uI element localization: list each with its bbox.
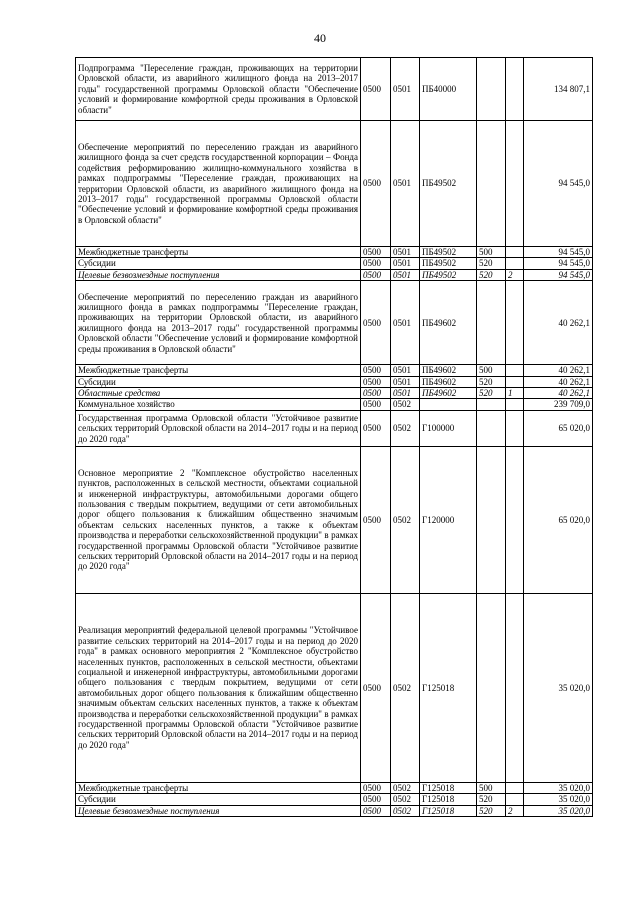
row-target-article-code: Г125018: [420, 805, 477, 816]
row-subsection-code: 0501: [391, 376, 420, 387]
table-row: [76, 410, 593, 446]
row-description: Подпрограмма "Переселение граждан, проживающих на территории Орловской области, из аварийного жилищного фонда на 2013–2017 годы" государственной программы Орловской области "Обеспечение условий и формирование комфортной среды проживания в Орловской области": [76, 58, 361, 121]
row-section-code: 0500: [361, 593, 391, 782]
row-expense-type-code: [477, 593, 506, 782]
row-funding-source-code: [506, 121, 524, 247]
row-description: Межбюджетные трансферты: [76, 247, 361, 258]
row-target-article-code: Г125018: [420, 782, 477, 793]
row-funding-source-code: [506, 446, 524, 593]
table-row: [76, 281, 593, 365]
row-amount: 134 807,1: [524, 58, 593, 121]
row-expense-type-code: 500: [477, 782, 506, 793]
row-target-article-code: ПБ49602: [420, 376, 477, 387]
row-expense-type-code: [477, 410, 506, 446]
row-section-code: 0500: [361, 58, 391, 121]
row-expense-type-code: [477, 446, 506, 593]
row-funding-source-code: [506, 593, 524, 782]
row-subsection-code: 0502: [391, 593, 420, 782]
row-expense-type-code: 520: [477, 805, 506, 816]
row-description: Межбюджетные трансферты: [76, 365, 361, 376]
row-section-code: 0500: [361, 365, 391, 376]
row-target-article-code: Г100000: [420, 410, 477, 446]
row-expense-type-code: 520: [477, 388, 506, 399]
row-subsection-code: 0501: [391, 365, 420, 376]
row-target-article-code: ПБ49502: [420, 247, 477, 258]
row-subsection-code: 0501: [391, 247, 420, 258]
row-expense-type-code: 520: [477, 376, 506, 387]
row-section-code: 0500: [361, 281, 391, 365]
row-description: Обеспечение мероприятий по переселению граждан из аварийного жилищного фонда за счет средств государственной корпорации – Фонда содействия реформированию жилищно-коммунального хозяйства в рамках подпрограммы "Переселение граждан, проживающих на территории Орловской области, из аварийного жилищного фонда на 2013–2017 годы" государственной программы Орловской области "Обеспечение условий и формирование комфортной среды проживания в Орловской области": [76, 121, 361, 247]
row-funding-source-code: [506, 281, 524, 365]
row-funding-source-code: [506, 247, 524, 258]
row-section-code: 0500: [361, 410, 391, 446]
row-target-article-code: ПБ49602: [420, 281, 477, 365]
row-funding-source-code: [506, 258, 524, 269]
row-section-code: 0500: [361, 399, 391, 410]
row-amount: 40 262,1: [524, 388, 593, 399]
row-section-code: 0500: [361, 269, 391, 280]
row-amount: 35 020,0: [524, 805, 593, 816]
row-amount: 239 709,0: [524, 399, 593, 410]
row-description: Реализация мероприятий федеральной целевой программы "Устойчивое развитие сельских территорий на 2014–2017 годы и на период до 2020 года" в рамках основного мероприятия 2 "Комплексное обустройство населенных пунктов, расположенных в сельской местности, объектами социальной и инженерной инфраструктуры, автомобильными дорогами общего пользования с твердым покрытием, ведущими от сети автомобильных дорог общего пользования к ближайшим общественно значимым объектам сельских населенных пунктов, а также к объектам производства и переработки сельскохозяйственной продукции" в рамках государственной программы Орловской области "Устойчивое развитие сельских территорий Орловской области на 2014–2017 годы и на период до 2020 года": [76, 593, 361, 782]
row-description: Межбюджетные трансферты: [76, 782, 361, 793]
row-expense-type-code: [477, 399, 506, 410]
row-description: Целевые безвозмездные поступления: [76, 805, 361, 816]
row-target-article-code: Г120000: [420, 446, 477, 593]
row-expense-type-code: 500: [477, 247, 506, 258]
row-amount: 35 020,0: [524, 593, 593, 782]
row-amount: 35 020,0: [524, 782, 593, 793]
row-expense-type-code: 500: [477, 365, 506, 376]
row-amount: 40 262,1: [524, 365, 593, 376]
row-amount: 94 545,0: [524, 121, 593, 247]
table-row: [76, 805, 593, 816]
row-section-code: 0500: [361, 247, 391, 258]
table-row: [76, 121, 593, 247]
row-expense-type-code: 520: [477, 794, 506, 805]
table-row: [76, 365, 593, 376]
row-amount: 94 545,0: [524, 269, 593, 280]
row-amount: 40 262,1: [524, 376, 593, 387]
row-target-article-code: ПБ49602: [420, 365, 477, 376]
row-description: Государственная программа Орловской области "Устойчивое развитие сельских территорий Орловской области на 2014–2017 годы и на период до 2020 года": [76, 410, 361, 446]
row-target-article-code: ПБ40000: [420, 58, 477, 121]
row-subsection-code: 0501: [391, 269, 420, 280]
row-section-code: 0500: [361, 805, 391, 816]
row-target-article-code: Г125018: [420, 593, 477, 782]
row-amount: 35 020,0: [524, 794, 593, 805]
row-expense-type-code: [477, 58, 506, 121]
row-target-article-code: ПБ49502: [420, 121, 477, 247]
table-row: [76, 58, 593, 121]
row-subsection-code: 0502: [391, 805, 420, 816]
row-expense-type-code: [477, 121, 506, 247]
row-subsection-code: 0501: [391, 281, 420, 365]
row-funding-source-code: [506, 399, 524, 410]
row-funding-source-code: [506, 58, 524, 121]
table-row: [76, 376, 593, 387]
row-funding-source-code: 2: [506, 269, 524, 280]
row-description: Обеспечение мероприятий по переселению граждан из аварийного жилищного фонда в рамках подпрограммы "Переселение граждан, проживающих на территории Орловской области, из аварийного жилищного фонда на 2013–2017 годы" государственной программы Орловской области "Обеспечение условий и формирование комфортной среды проживания в Орловской области": [76, 281, 361, 365]
row-funding-source-code: [506, 376, 524, 387]
row-target-article-code: ПБ49502: [420, 258, 477, 269]
row-target-article-code: ПБ49502: [420, 269, 477, 280]
row-description: Областные средства: [76, 388, 361, 399]
row-funding-source-code: [506, 782, 524, 793]
table-row: [76, 399, 593, 410]
row-amount: 65 020,0: [524, 410, 593, 446]
row-subsection-code: 0502: [391, 410, 420, 446]
row-description: Субсидии: [76, 258, 361, 269]
row-section-code: 0500: [361, 794, 391, 805]
row-subsection-code: 0501: [391, 58, 420, 121]
row-subsection-code: 0501: [391, 121, 420, 247]
row-expense-type-code: 520: [477, 269, 506, 280]
row-funding-source-code: [506, 410, 524, 446]
row-target-article-code: ПБ49602: [420, 388, 477, 399]
row-description: Субсидии: [76, 376, 361, 387]
row-subsection-code: 0501: [391, 388, 420, 399]
table-row: [76, 593, 593, 782]
table-row: [76, 446, 593, 593]
row-subsection-code: 0502: [391, 782, 420, 793]
row-section-code: 0500: [361, 388, 391, 399]
row-amount: 40 262,1: [524, 281, 593, 365]
row-funding-source-code: [506, 794, 524, 805]
row-amount: 94 545,0: [524, 247, 593, 258]
row-expense-type-code: 520: [477, 258, 506, 269]
row-subsection-code: 0501: [391, 258, 420, 269]
row-subsection-code: 0502: [391, 399, 420, 410]
row-expense-type-code: [477, 281, 506, 365]
row-description: Целевые безвозмездные поступления: [76, 269, 361, 280]
row-funding-source-code: 1: [506, 388, 524, 399]
row-description: Основное мероприятие 2 "Комплексное обустройство населенных пунктов, расположенных в сельской местности, объектами социальной и инженерной инфраструктуры, автомобильными дорогами общего пользования с твердым покрытием, ведущими от сети автомобильных дорог общего пользования к ближайшим общественно значимым объектам сельских населенных пунктов, а также к объектам производства и переработки сельскохозяйственной продукции" в рамках государственной программы Орловской области "Устойчивое развитие сельских территорий Орловской области на 2014–2017 годы и на период до 2020 года": [76, 446, 361, 593]
table-row: [76, 247, 593, 258]
row-description: Коммунальное хозяйство: [76, 399, 361, 410]
row-description: Субсидии: [76, 794, 361, 805]
row-target-article-code: Г125018: [420, 794, 477, 805]
row-amount: 65 020,0: [524, 446, 593, 593]
table-row: [76, 269, 593, 280]
row-section-code: 0500: [361, 376, 391, 387]
row-subsection-code: 0502: [391, 794, 420, 805]
row-section-code: 0500: [361, 782, 391, 793]
row-section-code: 0500: [361, 258, 391, 269]
row-section-code: 0500: [361, 446, 391, 593]
row-target-article-code: [420, 399, 477, 410]
row-subsection-code: 0502: [391, 446, 420, 593]
row-funding-source-code: [506, 365, 524, 376]
table-row: [76, 258, 593, 269]
page-number: 40: [314, 31, 326, 45]
table-row: [76, 794, 593, 805]
row-funding-source-code: 2: [506, 805, 524, 816]
budget-table: [75, 57, 593, 817]
table-row: [76, 782, 593, 793]
row-section-code: 0500: [361, 121, 391, 247]
row-amount: 94 545,0: [524, 258, 593, 269]
table-row: [76, 388, 593, 399]
